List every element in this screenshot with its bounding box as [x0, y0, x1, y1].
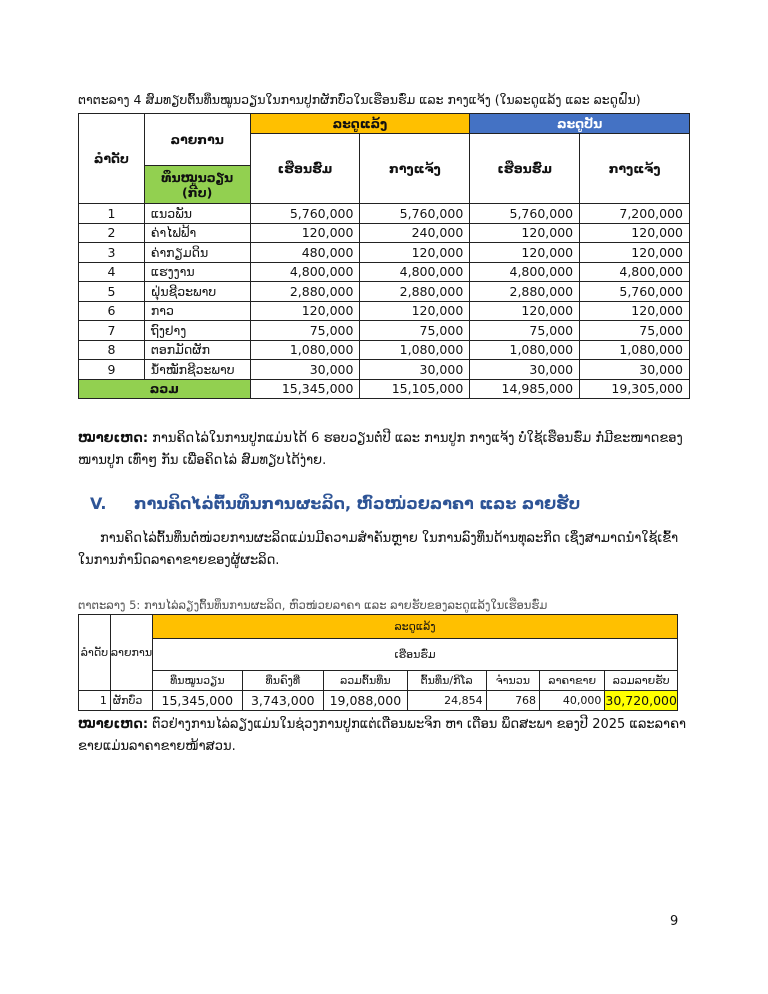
row-greenhouse-wet: 1,080,000	[470, 340, 580, 360]
t2-quantity: 768	[486, 691, 539, 711]
t2-header-place: ເຮືອນຮົ່ມ	[153, 639, 678, 671]
row-open-field-wet: 75,000	[580, 321, 690, 341]
row-open-field-wet: 120,000	[580, 223, 690, 243]
row-greenhouse-dry: 5,760,000	[250, 204, 360, 224]
t2-col-quantity: ຈຳນວນ	[486, 671, 539, 691]
row-open-field-wet: 1,080,000	[580, 340, 690, 360]
cost-comparison-table	[78, 113, 690, 399]
row-open-field-dry: 75,000	[360, 321, 470, 341]
row-item: ຖົງຢາງ	[144, 321, 250, 341]
row-index: 6	[79, 301, 145, 321]
row-open-field-dry: 5,760,000	[360, 204, 470, 224]
row-greenhouse-wet: 5,760,000	[470, 204, 580, 224]
t2-col-price: ລາຄາຂາຍ	[540, 671, 605, 691]
t2-revenue: 30,720,000	[605, 691, 678, 711]
row-open-field-dry: 4,800,000	[360, 262, 470, 282]
header-index: ລຳດັບ	[79, 114, 145, 204]
row-greenhouse-dry: 120,000	[250, 301, 360, 321]
table-row	[79, 204, 690, 224]
table-row	[79, 223, 690, 243]
row-open-field-dry: 30,000	[360, 360, 470, 380]
t2-header-item: ລາຍການ	[110, 615, 152, 691]
table-row	[79, 360, 690, 380]
row-greenhouse-dry: 75,000	[250, 321, 360, 341]
row-open-field-wet: 4,800,000	[580, 262, 690, 282]
total-label: ລວມ	[79, 379, 251, 399]
row-item: ນ້ຳໝັກຊີວະພາບ	[144, 360, 250, 380]
row-item: ຝຸ່ນຊີວະພາບ	[144, 282, 250, 302]
row-greenhouse-dry: 1,080,000	[250, 340, 360, 360]
row-open-field-wet: 5,760,000	[580, 282, 690, 302]
row-item: ແຮງງານ	[144, 262, 250, 282]
row-index: 2	[79, 223, 145, 243]
production-cost-table	[78, 614, 678, 711]
row-greenhouse-wet: 75,000	[470, 321, 580, 341]
t2-col-working-capital: ທຶນໝູນວຽນ	[153, 671, 242, 691]
row-item: ແນວພັນ	[144, 204, 250, 224]
table-row	[79, 262, 690, 282]
t2-fixed-capital: 3,743,000	[242, 691, 323, 711]
t2-col-cost-per-kg: ຕົ້ນທຶນ/ກິໂລ	[407, 671, 486, 691]
row-greenhouse-dry: 4,800,000	[250, 262, 360, 282]
row-greenhouse-wet: 120,000	[470, 301, 580, 321]
row-open-field-dry: 120,000	[360, 301, 470, 321]
header-greenhouse-wet: ເຮືອນຮົ່ມ	[470, 134, 580, 204]
header-dry-season: ລະດູແລ້ງ	[250, 114, 470, 134]
table-4-note	[78, 428, 690, 472]
table-row	[79, 340, 690, 360]
t2-row-index: 1	[79, 691, 111, 711]
row-index: 8	[79, 340, 145, 360]
total-open-field-wet: 19,305,000	[580, 379, 690, 399]
t2-col-revenue: ລວມລາຍຮັບ	[605, 671, 678, 691]
header-greenhouse-dry: ເຮືອນຮົ່ມ	[250, 134, 360, 204]
header-wet-season: ລະດູປັນ	[470, 114, 690, 134]
note-text: ການຄິດໄລ່ໃນການປູກແມ່ນໄດ້ 6 ຮອບວຽນຕໍ່ປີ ແລະ ການປູກ ກາງແຈ້ງ ບໍ່ໃຊ້ເຮືອນຮົ່ມ ກໍ່ມີຂະໜາດຂອງໜານປູກ ເທົ່າໆ ກັນ ເພື່ອຄິດໄລ່ ສົມທຽບໄດ້ງ່າຍ.	[78, 431, 683, 468]
table-row	[79, 321, 690, 341]
table-5-caption: ຕາຕະລາງ 5: ການໄລ່ລຽງຕົ້ນທຶນການຜະລິດ, ຫົວໜ່ວຍລາຄາ ແລະ ລາຍຮັບຂອງລະດູແລ້ງໃນເຮືອນຮົ່ມ	[78, 598, 548, 612]
total-open-field-dry: 15,105,000	[360, 379, 470, 399]
row-item: ຄ່າໄຟຟ້າ	[144, 223, 250, 243]
row-greenhouse-dry: 30,000	[250, 360, 360, 380]
t2-total-cost: 19,088,000	[324, 691, 408, 711]
row-index: 5	[79, 282, 145, 302]
note2-text: ຕົວຢ່າງການໄລ່ລຽງແມ່ນໃນຊ່ວງການປູກແຕ່ເດືອນພະຈິກ ຫາ ເດືອນ ພຶດສະພາ ຂອງປີ 2025 ແລະລາຄາຂາຍແມ່ນລາຄາຂາຍໜ້າສວນ.	[78, 717, 687, 754]
row-open-field-dry: 120,000	[360, 243, 470, 263]
row-greenhouse-wet: 4,800,000	[470, 262, 580, 282]
table-row	[79, 301, 690, 321]
row-index: 9	[79, 360, 145, 380]
note2-label: ໝາຍເຫດ:	[78, 717, 149, 732]
row-item: ຕອກມັດຜັກ	[144, 340, 250, 360]
t2-data-row	[79, 691, 678, 711]
row-greenhouse-wet: 2,880,000	[470, 282, 580, 302]
table-4-caption: ຕາຕະລາງ 4 ສົມທຽບຕົ້ນທຶນໝູນວຽນໃນການປູກຜັກບົ່ວໃນເຮືອນຮົ່ມ ແລະ ກາງແຈ້ງ (ໃນລະດູແລ້ງ ແລະ ລະດູຝົນ)	[78, 92, 641, 107]
row-greenhouse-dry: 120,000	[250, 223, 360, 243]
table-row	[79, 282, 690, 302]
t2-row-item: ຜັກບົ່ວ	[110, 691, 152, 711]
row-greenhouse-wet: 120,000	[470, 243, 580, 263]
row-index: 4	[79, 262, 145, 282]
table-5-note	[78, 714, 690, 758]
row-open-field-wet: 120,000	[580, 243, 690, 263]
total-greenhouse-dry: 15,345,000	[250, 379, 360, 399]
table-row	[79, 243, 690, 263]
row-item: ຄ່າກຽມດິນ	[144, 243, 250, 263]
total-greenhouse-wet: 14,985,000	[470, 379, 580, 399]
row-item: ກາວ	[144, 301, 250, 321]
t2-header-season: ລະດູແລ້ງ	[153, 615, 678, 639]
t2-price: 40,000	[540, 691, 605, 711]
header-open-field-dry: ກາງແຈ້ງ	[360, 134, 470, 204]
t2-cost-per-kg: 24,854	[407, 691, 486, 711]
row-open-field-dry: 240,000	[360, 223, 470, 243]
row-greenhouse-dry: 2,880,000	[250, 282, 360, 302]
section-title: ການຄິດໄລ່ຕົ້ນທຶນການຜະລິດ, ຫົວໜ່ວຍລາຄາ ແລະ ລາຍຮັບ	[134, 494, 581, 513]
t2-header-index: ລຳດັບ	[79, 615, 111, 691]
t2-col-total-cost: ລວມຕົ້ນທຶນ	[324, 671, 408, 691]
row-open-field-wet: 120,000	[580, 301, 690, 321]
row-index: 3	[79, 243, 145, 263]
row-open-field-wet: 7,200,000	[580, 204, 690, 224]
row-open-field-wet: 30,000	[580, 360, 690, 380]
row-open-field-dry: 2,880,000	[360, 282, 470, 302]
row-open-field-dry: 1,080,000	[360, 340, 470, 360]
header-open-field-wet: ກາງແຈ້ງ	[580, 134, 690, 204]
row-index: 7	[79, 321, 145, 341]
page-number: 9	[670, 914, 679, 929]
row-greenhouse-dry: 480,000	[250, 243, 360, 263]
header-item: ລາຍການ	[144, 114, 250, 166]
row-greenhouse-wet: 30,000	[470, 360, 580, 380]
t2-col-fixed-capital: ທຶນຄົງທີ່	[242, 671, 323, 691]
header-working-capital: ທຶນໝູນວຽນ (ກີບ)	[144, 166, 250, 204]
row-index: 1	[79, 204, 145, 224]
note-label: ໝາຍເຫດ:	[78, 431, 149, 446]
t2-working-capital: 15,345,000	[153, 691, 242, 711]
section-number: V.	[90, 494, 107, 513]
row-greenhouse-wet: 120,000	[470, 223, 580, 243]
body-paragraph: ການຄິດໄລ່ຕົ້ນທຶນຕໍ່ໜ່ວຍການຜະລິດແມ່ນມີຄວາມສຳຄັນຫຼາຍ ໃນການລົງທຶນດ້ານທຸລະກິດ ເຊິ່ງສາມາດນຳໃຊ້ເຂົ້າໃນການກຳນົດລາຄາຂາຍຂອງຜູ້ຜະລິດ.	[78, 531, 679, 568]
section-heading	[90, 494, 580, 513]
